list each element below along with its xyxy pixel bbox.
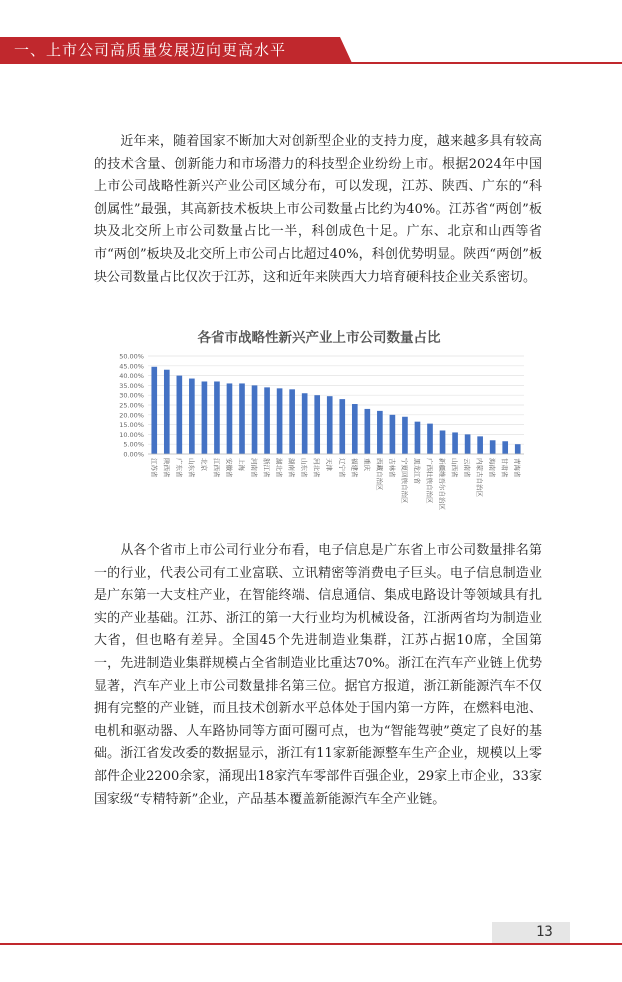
bar: [264, 387, 270, 454]
bar: [402, 417, 408, 454]
x-tick-label: 宁夏回族自治区: [400, 458, 409, 504]
x-tick-label: 广东省: [174, 458, 183, 478]
bar: [502, 441, 508, 454]
bar: [164, 370, 170, 454]
bar: [202, 381, 208, 454]
x-tick-label: 上海: [237, 458, 246, 471]
x-tick-label: 湖北省: [275, 458, 284, 478]
bar: [452, 432, 458, 454]
bar: [515, 444, 521, 454]
section-title: 一、上市公司高质量发展迈向更高水平: [14, 41, 287, 59]
y-tick-label: 20.00%: [119, 411, 144, 420]
x-tick-label: 湖南省: [287, 458, 296, 478]
x-tick-label: 安徽省: [224, 458, 233, 478]
x-tick-label: 陕西省: [162, 458, 171, 478]
x-tick-label: 广西壮族自治区: [425, 458, 434, 504]
paragraph-2: 从各个省市上市公司行业分布看，电子信息是广东省上市公司数量排名第一的行业，代表公司有工业富联、立讯精密等消费电子巨头。电子信息制造业是广东第一大支柱产业，在智能终端、信息通信、集成电路设计等领域具有扎实的产业基础。江苏、浙江的第一大行业均为机械设备，江浙两省均为制造业大省，但也略有差异。全国45个先进制造业集群，江苏占据10席，全国第一，先进制造业集群规模占全省制造业比重达70%。浙江在汽车产业链上优势显著，汽车产业上市公司数量排名第三位。据官方报道，浙江新能源汽车不仅拥有完整的产业链，而且技术创新水平总体处于国内第一方阵，在燃料电池、电机和驱动器、人车路协同等方面可圈可点，也为“智能驾驶”奠定了良好的基础。浙江省发改委的数据显示，浙江有11家新能源整车生产企业，规模以上零部件企业2200余家，涌现出18家汽车零部件百强企业，29家上市企业，33家国家级“专精特新”企业，产品基本覆盖新能源汽车全产业链。: [94, 543, 542, 807]
x-tick-label: 浙江省: [262, 458, 271, 478]
bar: [427, 424, 433, 454]
bar: [177, 376, 183, 454]
y-tick-label: 25.00%: [119, 401, 144, 410]
bar: [377, 411, 383, 454]
x-tick-label: 江苏省: [149, 458, 158, 478]
x-tick-label: 福建省: [350, 458, 359, 478]
x-tick-label: 西藏自治区: [375, 458, 384, 491]
y-tick-label: 15.00%: [119, 421, 144, 430]
y-tick-label: 30.00%: [119, 391, 144, 400]
y-tick-label: 45.00%: [119, 362, 144, 371]
bar: [314, 395, 320, 454]
bar: [465, 434, 471, 454]
bar: [390, 415, 396, 454]
header-rule: [0, 62, 622, 64]
y-tick-label: 10.00%: [119, 430, 144, 439]
bar: [415, 422, 421, 454]
bar: [302, 393, 308, 454]
x-tick-label: 河南省: [250, 458, 259, 478]
page-number-box: [492, 922, 570, 943]
x-tick-label: 山东省: [187, 458, 196, 478]
page-number: 13: [536, 924, 553, 940]
x-tick-label: 甘肃省: [500, 458, 509, 478]
y-tick-label: 0.00%: [123, 450, 144, 459]
y-tick-label: 50.00%: [119, 352, 144, 361]
x-tick-label: 内蒙古自治区: [475, 458, 484, 497]
footer-rule: [0, 943, 622, 945]
bar: [490, 440, 496, 454]
x-tick-label: 北京: [199, 458, 208, 471]
bar: [227, 383, 233, 454]
x-tick-label: 吉林省: [387, 458, 396, 478]
bar: [440, 430, 446, 454]
chart-title: 各省市战略性新兴产业上市公司数量占比: [197, 330, 441, 346]
y-tick-label: 40.00%: [119, 372, 144, 381]
x-tick-label: 辽宁省: [337, 458, 346, 478]
chart-svg: [104, 326, 534, 526]
bar: [352, 404, 358, 454]
x-tick-label: 山东省: [300, 458, 309, 478]
bar: [252, 385, 258, 454]
y-tick-label: 35.00%: [119, 381, 144, 390]
bar: [214, 381, 220, 454]
bar: [239, 383, 245, 454]
x-tick-label: 重庆: [362, 458, 371, 471]
x-tick-label: 新疆维吾尔自治区: [438, 458, 447, 510]
bar: [365, 409, 371, 454]
x-tick-label: 河北省: [312, 458, 321, 478]
x-tick-label: 云南省: [463, 458, 472, 478]
paragraph-1: 近年来，随着国家不断加大对创新型企业的支持力度，越来越多具有较高的技术含量、创新能力和市场潜力的科技型企业纷纷上市。根据2024年中国上市公司战略性新兴产业公司区域分布，可以发现，江苏、陕西、广东的“科创属性”最强，其高新技术板块上市公司数量占比约为40%。江苏省“两创”板块及北交所上市公司数量占比一半，科创成色十足。广东、北京和山西等省市“两创”板块及北交所上市公司占比超过40%，科创优势明显。陕西“两创”板块公司数量占比仅次于江苏，这和近年来陕西大力培育硬科技企业关系密切。: [94, 134, 542, 285]
bar-chart: [104, 326, 534, 526]
y-tick-label: 5.00%: [123, 440, 144, 449]
x-tick-label: 山西省: [450, 458, 459, 478]
x-tick-label: 天津: [325, 458, 334, 471]
bar: [339, 399, 345, 454]
x-tick-label: 黑龙江省: [412, 458, 421, 484]
x-tick-label: 江西省: [212, 458, 221, 478]
bar: [289, 389, 295, 454]
bar: [151, 367, 157, 454]
bar: [477, 436, 483, 454]
x-tick-label: 海南省: [488, 458, 497, 478]
bar: [277, 388, 283, 454]
bar: [189, 379, 195, 454]
x-tick-label: 青海省: [513, 458, 522, 478]
bar: [327, 396, 333, 454]
